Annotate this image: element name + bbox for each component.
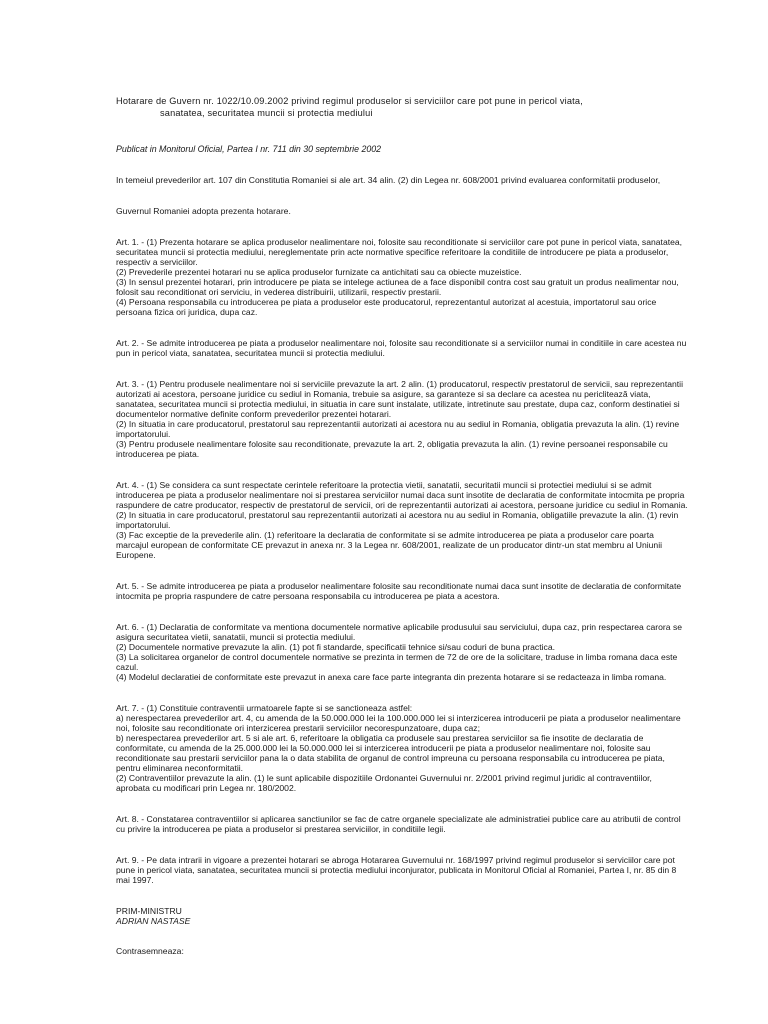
paragraph: (4) Persoana responsabila cu introducerea pe piata a produselor este producatorul, reprezentantul autorizat al acestuia, importatorul sau orice persoana fizica ori juridica, dupa caz. [116, 297, 657, 317]
title-line-1: Hotarare de Guvern nr. 1022/10.09.2002 privind regimul produselor si serviciilor care pot pune in pericol viata, [116, 96, 583, 106]
paragraph: (2) Contraventiilor prevazute la alin. (1) le sunt aplicabile dispozitiile Ordonantei Guvernului nr. 2/2001 privind regimul juridic al contraventiilor, aprobata cu modificari prin Legea nr. 180/2002. [116, 773, 652, 793]
article-5 [116, 581, 688, 601]
paragraph: (3) Pentru produsele nealimentare folosite sau reconditionate, prevazute la art. 2, obligatia prevazuta la alin. (1) revine persoanei responsabile cu introducerea pe piata. [116, 439, 668, 459]
paragraph: Art. 3. - (1) Pentru produsele nealimentare noi si serviciile prevazute la art. 2 alin. (1) producatorul, respectiv prestatorul de servicii, sau reprezentantii autorizati ai acestora, persoane juridice cu sediul in Romania, trebuie sa asigure, sa garanteze si sa declare ca acestea nu periclitează viata, sanatatea, securitatea muncii si protectia mediului, in situatia in care sunt instalate, utilizate, intretinute sau prestate, dupa caz, conform destinatiei si documentelor normative definite conform prevederilor prezentei hotarari. [116, 379, 683, 419]
preamble: In temeiul prevederilor art. 107 din Constitutia Romaniei si ale art. 34 alin. (2) din Legea nr. 608/2001 privind evaluarea conformitatii produselor, [116, 175, 661, 185]
publication-note: Publicat in Monitorul Oficial, Partea I nr. 711 din 30 septembrie 2002 [116, 144, 382, 154]
article-9 [116, 855, 688, 885]
signature-role: PRIM-MINISTRU [116, 906, 182, 916]
paragraph: Art. 5. - Se admite introducerea pe piata a produselor nealimentare folosite sau reconditionate numai daca sunt insotite de declaratia de conformitate intocmita pe propria raspundere de catre persoana responsabila cu introducerea pe piata a acestora. [116, 581, 682, 601]
paragraph: Art. 2. - Se admite introducerea pe piata a produselor nealimentare noi, folosite sau reconditionate si a serviciilor numai in conditiile in care acestea nu pun in pericol viata, sanatatea, securitatea muncii si protectia mediului. [116, 338, 687, 358]
paragraph: Art. 8. - Constatarea contraventiilor si aplicarea sanctiunilor se fac de catre organele specializate ale administratiei publice care au atributii de control cu privire la introducerea pe piata a produselor si prestarea serviciilor, in conditiile legii. [116, 814, 681, 834]
article-4 [116, 480, 688, 560]
paragraph: (3) La solicitarea organelor de control documentele normative se prezinta in termen de 72 de ore de la solicitare, traduse in limba romana daca este cazul. [116, 652, 678, 672]
paragraph: Art. 6. - (1) Declaratia de conformitate va mentiona documentele normative aplicabile produsului sau serviciului, dupa caz, prin respectarea carora se asigura securitatea vietii, sanatatii, muncii si protectia mediului. [116, 622, 683, 642]
paragraph: (3) Fac exceptie de la prevederile alin. (1) referitoare la declaratia de conformitate si se admite introducerea pe piata a produselor care poarta marcajul european de conformitate CE prevazut in anexa nr. 3 la Legea nr. 608/2001, realizate de un producator dintr-un stat membru al Uniunii Europene. [116, 530, 663, 560]
title-line-2: sanatatea, securitatea muncii si protectia mediului [160, 108, 373, 118]
paragraph: Art. 9. - Pe data intrarii in vigoare a prezentei hotarari se abroga Hotararea Guvernului nr. 168/1997 privind regimul produselor si serviciilor care pot pune in pericol viata, sanatatea, securitatea muncii si protectia mediului inconjurator, publicata in Monitorul Oficial al Romaniei, Partea I, nr. 85 din 8 mai 1997. [116, 855, 677, 885]
paragraph: (3) In sensul prezentei hotarari, prin introducere pe piata se intelege actiunea de a face disponibil contra cost sau gratuit un produs nealimentar nou, folosit sau reconditionat ori serviciu, in vederea distribuirii, utilizarii, respectiv prestarii. [116, 277, 679, 297]
article-3 [116, 379, 688, 459]
paragraph: a) nerespectarea prevederilor art. 4, cu amenda de la 50.000.000 lei la 100.000.000 lei si interzicerea introducerii pe piata a produselor nealimentare noi, folosite sau reconditionate ori interzicerea prestarii serviciilor necorespunzatoare, dupa caz; [116, 713, 681, 733]
countersign-label: Contrasemneaza: [116, 946, 184, 956]
article-1 [116, 237, 688, 317]
signature-name: ADRIAN NASTASE [116, 916, 191, 926]
article-7 [116, 703, 688, 793]
paragraph: b) nerespectarea prevederilor art. 5 si ale art. 6, referitoare la obligatia ca produsele sau prestarea serviciilor sa fie insotite de declaratia de conformitate, cu amenda de la 25.000.000 lei la 50.000.000 lei si interzicerea introducerii pe piata a produselor nealimentare noi, folosite sau reconditionate sau prestarii serviciilor pana la o data stabilita de organul de control impreuna cu persoana responsabila cu introducerea pe piata, pentru eliminarea neconformitatii. [116, 733, 665, 773]
article-6 [116, 622, 688, 682]
paragraph: (2) Prevederile prezentei hotarari nu se aplica produselor furnizate ca antichitati sau ca obiecte muzeistice. [116, 267, 522, 277]
paragraph: (2) In situatia in care producatorul, prestatorul sau reprezentantii autorizati ai acestora nu au sediul in Romania, obligatiile prevazute la alin. (1) revin importatorului. [116, 510, 679, 530]
article-2 [116, 338, 688, 358]
document-title [116, 95, 688, 119]
signature-block [116, 906, 688, 926]
paragraph: (4) Modelul declaratiei de conformitate este prevazut in anexa care face parte integranta din prezenta hotarare si se redacteaza in limba romana. [116, 672, 667, 682]
article-8 [116, 814, 688, 834]
adoption-statement: Guvernul Romaniei adopta prezenta hotarare. [116, 206, 291, 216]
paragraph: Art. 7. - (1) Constituie contraventii urmatoarele fapte si se sanctioneaza astfel: [116, 703, 413, 713]
paragraph: (2) In situatia in care producatorul, prestatorul sau reprezentantii autorizati ai acestora nu au sediul in Romania, obligatia prevazuta la alin. (1) revine importatorului. [116, 419, 680, 439]
paragraph: (2) Documentele normative prevazute la alin. (1) pot fi standarde, specificatii tehnice si/sau coduri de buna practica. [116, 642, 555, 652]
paragraph: Art. 4. - (1) Se considera ca sunt respectate cerintele referitoare la protectia vietii, sanatatii, securitatii muncii si protectiei mediului si se admit introducerea pe piata a produselor nealimentare noi si prestarea serviciilor numai daca sunt insotite de declaratia de conformitate intocmita pe propria raspundere de catre producator, respectiv de prestatorul de servicii, ori de reprezentantii autorizati ai acestora, persoane juridice cu sediul in Romania. [116, 480, 688, 510]
paragraph: Art. 1. - (1) Prezenta hotarare se aplica produselor nealimentare noi, folosite sau reconditionate si serviciilor care pot pune in pericol viata, sanatatea, securitatea muncii si protectia mediului, nereglementate prin acte normative specifice referitoare la conditiile de introducere pe piata a produselor, respectiv a serviciilor. [116, 237, 683, 267]
